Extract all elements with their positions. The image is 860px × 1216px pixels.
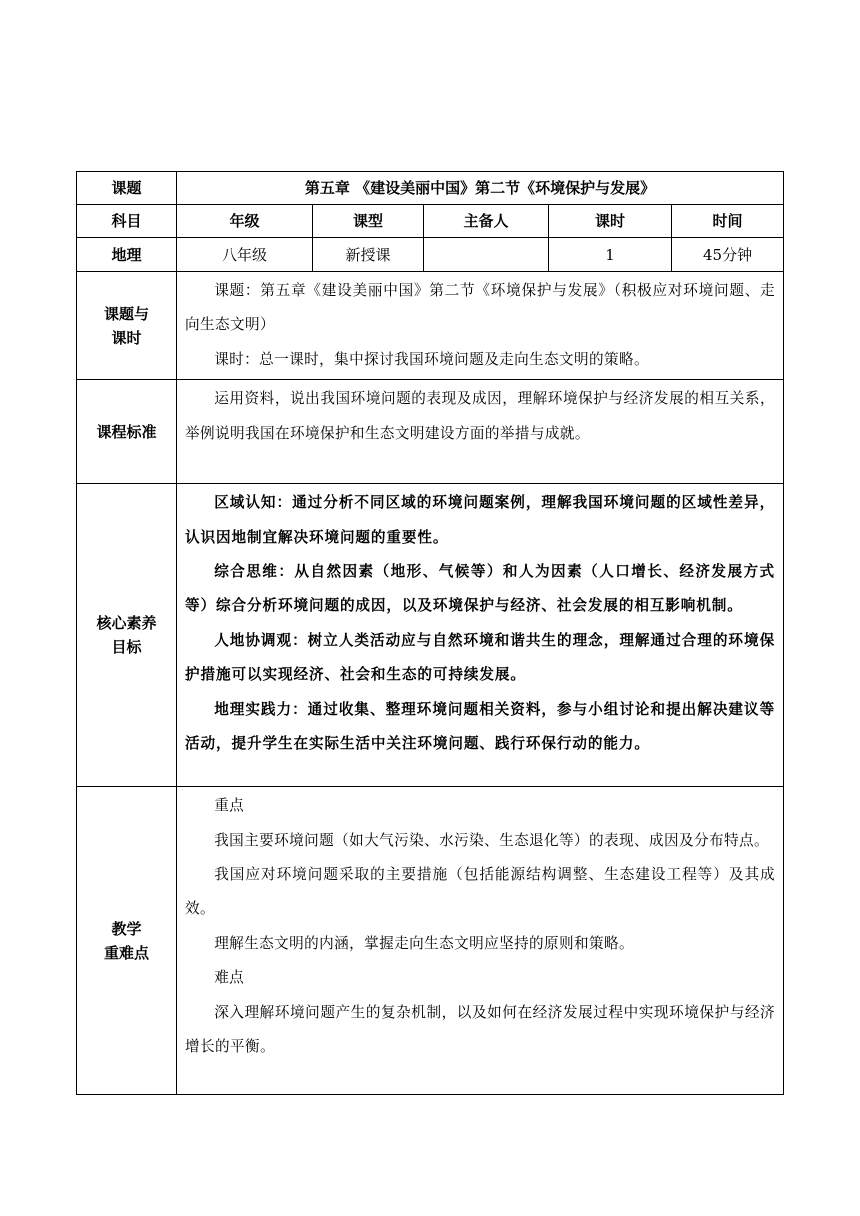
topic-value: 第五章 《建设美丽中国》第二节《环境保护与发展》 [177,172,784,205]
lesson-plan-table [76,171,784,1095]
standard-paragraph: 运用资料，说出我国环境问题的表现及成因，理解环境保护与经济发展的相互关系，举例说明我国在环境保护和生态文明建设方面的举措与成就。 [185,390,776,443]
topic-section-content [177,272,784,380]
info-subject: 地理 [77,238,177,272]
literacy-section-row [77,484,784,787]
literacy-paragraph-regional: 区域认知：通过分析不同区域的环境问题案例，理解我国环境问题的区域性差异，认识因地制宜解决环境问题的重要性。 [185,494,776,546]
header-periods: 课时 [549,205,672,238]
difficult-point-1: 深入理解环境问题产生的复杂机制，以及如何在经济发展过程中实现环境保护与经济增长的平衡。 [185,1003,776,1056]
standard-section-content [177,380,784,484]
standard-section-label: 课程标准 [77,380,177,484]
key-point-1: 我国主要环境问题（如大气污染、水污染、生态退化等）的表现、成因及分布特点。 [214,831,769,849]
difficulty-section-label [77,787,177,1095]
difficult-points-heading: 难点 [214,969,245,987]
literacy-paragraph-harmony: 人地协调观：树立人类活动应与自然环境和谐共生的理念，理解通过合理的环境保护措施可以实现经济、社会和生态的可持续发展。 [185,631,776,684]
topic-section-label-line2: 课时 [111,328,142,347]
difficulty-section-row [77,787,784,1095]
literacy-section-content [177,484,784,787]
difficulty-section-label-line1: 教学 [111,919,142,938]
standard-section-row [77,380,784,484]
difficulty-section-content [177,787,784,1095]
header-lesson-type: 课型 [313,205,424,238]
literacy-section-label-line1: 核心素养 [96,614,157,633]
literacy-section-label [77,484,177,787]
header-grade: 年级 [177,205,313,238]
header-preparer: 主备人 [424,205,549,238]
topic-row [77,172,784,205]
topic-section-label [77,272,177,380]
topic-section-label-line1: 课题与 [103,304,149,323]
info-lesson-type: 新授课 [313,238,424,272]
info-duration: 45分钟 [672,238,784,272]
topic-section-row [77,272,784,380]
info-grade: 八年级 [177,238,313,272]
header-duration: 时间 [672,205,784,238]
header-row [77,205,784,238]
key-point-3: 理解生态文明的内涵，掌握走向生态文明应坚持的原则和策略。 [214,934,635,952]
info-row [77,238,784,272]
literacy-paragraph-practice: 地理实践力：通过收集、整理环境问题相关资料，参与小组讨论和提出解决建议等活动，提升学生在实际生活中关注环境问题、践行环保行动的能力。 [185,700,776,753]
literacy-section-label-line2: 目标 [111,638,142,657]
key-point-2: 我国应对环境问题采取的主要措施（包括能源结构调整、生态建设工程等）及其成效。 [185,866,776,918]
key-points-heading: 重点 [214,797,245,815]
topic-label: 课题 [77,172,177,205]
header-subject: 科目 [77,205,177,238]
period-paragraph: 课时：总一课时，集中探讨我国环境问题及走向生态文明的策略。 [214,350,650,368]
info-preparer [424,238,549,272]
literacy-paragraph-synthesis: 综合思维：从自然因素（地形、气候等）和人为因素（人口增长、经济发展方式等）综合分析环境问题的成因，以及环境保护与经济、社会发展的相互影响机制。 [185,563,776,615]
topic-paragraph: 课题：第五章《建设美丽中国》第二节《环境保护与发展》（积极应对环境问题、走向生态文明） [185,282,776,334]
difficulty-section-label-line2: 重难点 [103,943,149,962]
info-periods: 1 [549,238,672,272]
